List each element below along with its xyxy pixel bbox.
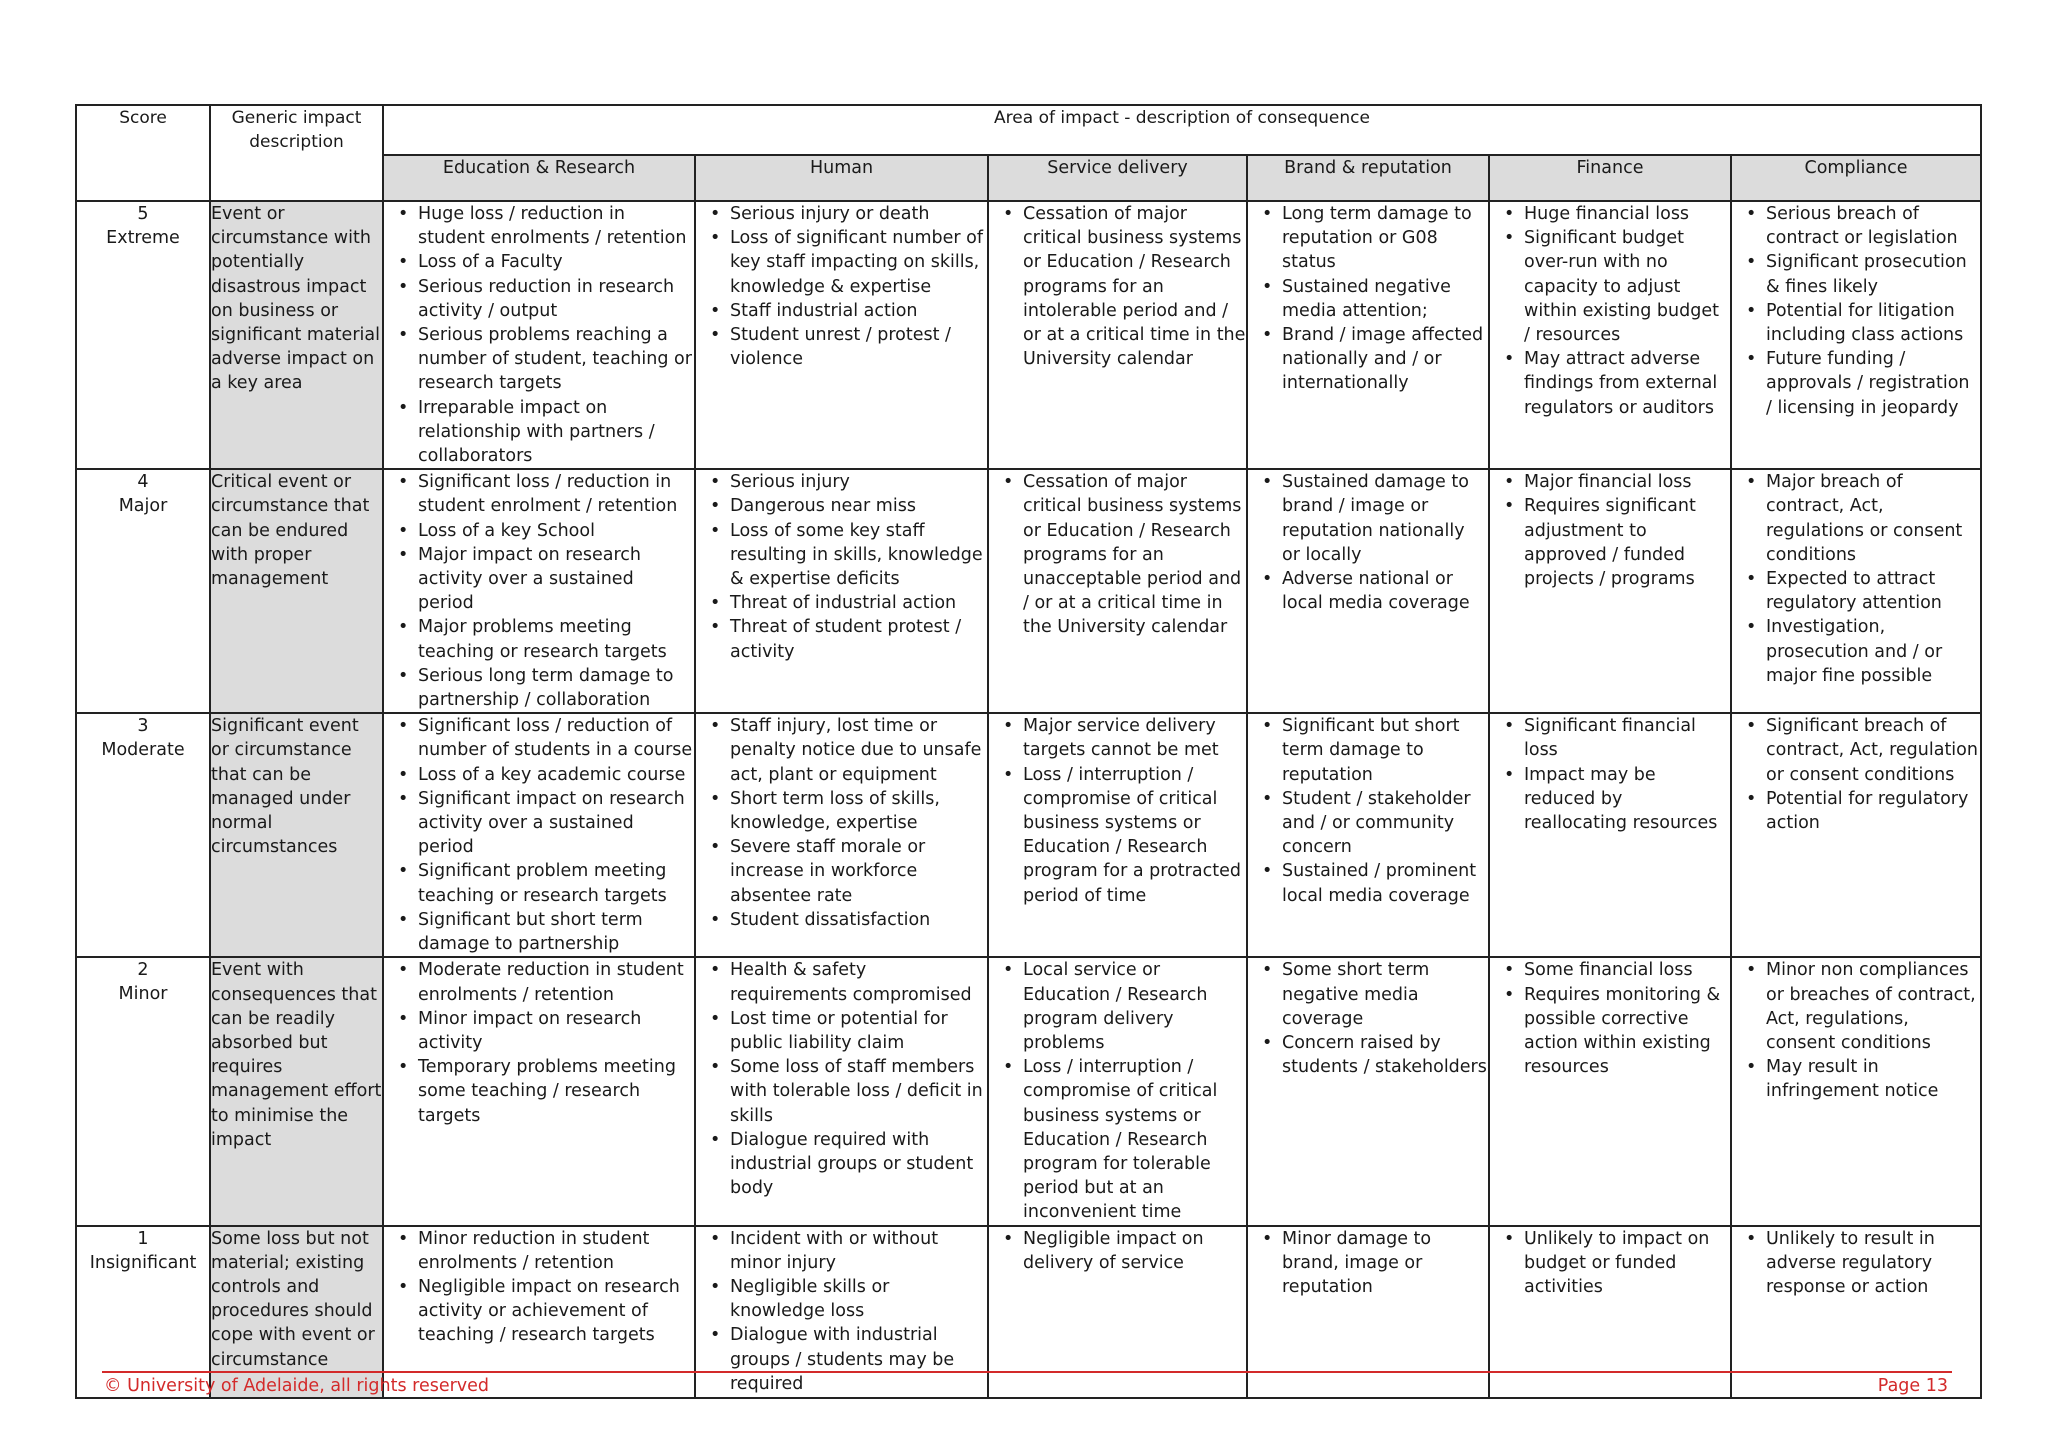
list-item: • Investigation, prosecution and / or major fine possible (1732, 615, 1980, 688)
consequence-cell-education-research (383, 201, 695, 469)
list-item: • Minor damage to brand, image or reputation (1248, 1227, 1488, 1300)
list-item: • Cessation of major critical business systems or Education / Research programs for an intolerable period and / or at a critical time in the University calendar (989, 202, 1246, 371)
list-item: • Major problems meeting teaching or research targets (384, 615, 694, 663)
bullet-list (1248, 470, 1488, 615)
list-item: • Incident with or without minor injury (696, 1227, 987, 1275)
score-number: 5 (137, 204, 149, 224)
score-number: 1 (137, 1228, 149, 1249)
bullet-list (989, 958, 1246, 1224)
bullet-list (1248, 1227, 1488, 1300)
consequence-cell-education-research (383, 957, 695, 1225)
list-item: • Huge loss / reduction in student enrolments / retention (384, 202, 694, 250)
consequence-cell-brand-reputation (1247, 713, 1489, 957)
bullet-list (696, 470, 987, 664)
list-item: • Student dissatisfaction (696, 908, 987, 932)
table-row (76, 201, 1981, 469)
list-item: • Student unrest / protest / violence (696, 323, 987, 371)
generic-impact-header: Generic impact description (210, 105, 383, 201)
bullet-list (1490, 470, 1730, 591)
list-item: • Expected to attract regulatory attention (1732, 567, 1980, 615)
table-row (76, 469, 1981, 713)
consequence-cell-brand-reputation (1247, 957, 1489, 1225)
score-level: Insignificant (89, 1252, 197, 1273)
bullet-list (1248, 202, 1488, 396)
score-cell (76, 201, 210, 469)
bullet-list (989, 470, 1246, 639)
column-header-human: Human (695, 155, 988, 201)
bullet-list (696, 202, 987, 371)
list-item: • Lost time or potential for public liability claim (696, 1007, 987, 1055)
list-item: • Dialogue required with industrial groups or student body (696, 1128, 987, 1201)
list-item: • Dangerous near miss (696, 494, 987, 518)
list-item: • May attract adverse findings from external regulators or auditors (1490, 347, 1730, 420)
list-item: • Serious problems reaching a number of student, teaching or research targets (384, 323, 694, 396)
list-item: • Some financial loss (1490, 958, 1730, 982)
bullet-list (384, 958, 694, 1127)
score-level: Minor (118, 984, 168, 1005)
bullet-list (1248, 958, 1488, 1079)
list-item: • Student / stakeholder and / or community concern (1248, 787, 1488, 860)
list-item: • Loss of a key academic course (384, 763, 694, 787)
list-item: • Unlikely to impact on budget or funded activities (1490, 1227, 1730, 1300)
list-item: • Sustained negative media attention; (1248, 275, 1488, 323)
consequence-cell-finance (1489, 469, 1731, 713)
list-item: • Significant impact on research activity over a sustained period (384, 787, 694, 860)
score-cell (76, 713, 210, 957)
area-of-impact-header: Area of impact - description of consequence (383, 105, 1981, 155)
score-number: 4 (137, 472, 149, 493)
list-item: • Sustained / prominent local media coverage (1248, 859, 1488, 907)
list-item: • Minor reduction in student enrolments / retention (384, 1227, 694, 1275)
consequence-cell-human (695, 469, 988, 713)
column-header-brand-reputation: Brand & reputation (1247, 155, 1489, 201)
list-item: • Significant loss / reduction in student enrolment / retention (384, 470, 694, 518)
list-item: • Moderate reduction in student enrolments / retention (384, 958, 694, 1006)
bullet-list (696, 714, 987, 932)
list-item: • Potential for regulatory action (1732, 787, 1980, 835)
bullet-list (1732, 958, 1980, 1103)
list-item: • Serious injury or death (696, 202, 987, 226)
generic-impact-cell: Some loss but not material; existing controls and procedures should cope with event or circumstance (210, 1226, 383, 1398)
list-item: • Potential for litigation including class actions (1732, 299, 1980, 347)
list-item: • Loss of some key staff resulting in skills, knowledge & expertise deficits (696, 519, 987, 592)
consequence-cell-brand-reputation (1247, 469, 1489, 713)
consequence-cell-compliance (1731, 957, 1981, 1225)
score-cell (76, 469, 210, 713)
list-item: • Staff injury, lost time or penalty notice due to unsafe act, plant or equipment (696, 714, 987, 787)
list-item: • Short term loss of skills, knowledge, expertise (696, 787, 987, 835)
list-item: • Major breach of contract, Act, regulations or consent conditions (1732, 470, 1980, 567)
score-cell (76, 957, 210, 1225)
list-item: • Major service delivery targets cannot be met (989, 714, 1246, 762)
score-header: Score (76, 105, 210, 201)
bullet-list (989, 714, 1246, 908)
list-item: • Cessation of major critical business systems or Education / Research programs for an unacceptable period and / or at a critical time in the University calendar (989, 470, 1246, 639)
list-item: • Loss of significant number of key staff impacting on skills, knowledge & expertise (696, 226, 987, 299)
list-item: • Loss / interruption / compromise of critical business systems or Education / Research program for tolerable period but at an inconvenient time (989, 1055, 1246, 1224)
list-item: • Adverse national or local media coverage (1248, 567, 1488, 615)
list-item: • Significant but short term damage to partnership (384, 908, 694, 956)
consequence-cell-human (695, 957, 988, 1225)
footer-page-number: Page 13 (1877, 1376, 1948, 1396)
consequence-cell-finance (1489, 713, 1731, 957)
list-item: • Threat of student protest / activity (696, 615, 987, 663)
bullet-list (1490, 714, 1730, 835)
list-item: • Huge financial loss (1490, 202, 1730, 226)
list-item: • Negligible skills or knowledge loss (696, 1275, 987, 1323)
consequence-cell-education-research (383, 469, 695, 713)
list-item: • Major financial loss (1490, 470, 1730, 494)
consequence-cell-brand-reputation (1247, 201, 1489, 469)
column-header-service-delivery: Service delivery (988, 155, 1247, 201)
bullet-list (1490, 1227, 1730, 1300)
consequence-cell-service-delivery (988, 469, 1247, 713)
list-item: • Temporary problems meeting some teaching / research targets (384, 1055, 694, 1128)
score-number: 2 (137, 960, 149, 981)
bullet-list (384, 1227, 694, 1348)
list-item: • Significant budget over-run with no capacity to adjust within existing budget / resources (1490, 226, 1730, 347)
column-header-finance: Finance (1489, 155, 1731, 201)
list-item: • Some loss of staff members with tolerable loss / deficit in skills (696, 1055, 987, 1128)
list-item: • Future funding / approvals / registration / licensing in jeopardy (1732, 347, 1980, 420)
list-item: • Significant breach of contract, Act, regulation or consent conditions (1732, 714, 1980, 787)
list-item: • Some short term negative media coverage (1248, 958, 1488, 1031)
score-level: Major (118, 496, 168, 517)
list-item: • Significant financial loss (1490, 714, 1730, 762)
consequence-cell-human (695, 201, 988, 469)
bullet-list (384, 714, 694, 956)
consequence-cell-service-delivery (988, 713, 1247, 957)
bullet-list (1732, 470, 1980, 688)
bullet-list (696, 958, 987, 1200)
list-item: • Requires significant adjustment to approved / funded projects / programs (1490, 494, 1730, 591)
list-item: • Long term damage to reputation or G08 status (1248, 202, 1488, 275)
bullet-list (1732, 714, 1980, 835)
list-item: • Loss of a key School (384, 519, 694, 543)
list-item: • Unlikely to result in adverse regulatory response or action (1732, 1227, 1980, 1300)
list-item: • Severe staff morale or increase in workforce absentee rate (696, 835, 987, 908)
generic-impact-cell: Critical event or circumstance that can be endured with proper management (210, 469, 383, 713)
score-level: Extreme (106, 228, 180, 248)
bullet-list (1490, 202, 1730, 420)
list-item: • Minor non compliances or breaches of contract, Act, regulations, consent conditions (1732, 958, 1980, 1055)
bullet-list (384, 470, 694, 712)
list-item: • Impact may be reduced by reallocating resources (1490, 763, 1730, 836)
list-item: • May result in infringement notice (1732, 1055, 1980, 1103)
list-item: • Negligible impact on delivery of service (989, 1227, 1246, 1275)
score-level: Moderate (101, 740, 185, 761)
list-item: • Minor impact on research activity (384, 1007, 694, 1055)
column-header-compliance: Compliance (1731, 155, 1981, 201)
list-item: • Serious reduction in research activity / output (384, 275, 694, 323)
list-item: • Loss / interruption / compromise of critical business systems or Education / Research program for a protracted period of time (989, 763, 1246, 908)
list-item: • Serious injury (696, 470, 987, 494)
risk-consequence-table (75, 104, 1982, 1399)
table-row (76, 713, 1981, 957)
list-item: • Significant prosecution & fines likely (1732, 250, 1980, 298)
bullet-list (989, 202, 1246, 371)
footer-divider (102, 1371, 1952, 1373)
consequence-cell-compliance (1731, 201, 1981, 469)
bullet-list (989, 1227, 1246, 1275)
list-item: • Health & safety requirements compromised (696, 958, 987, 1006)
score-number: 3 (137, 716, 149, 737)
list-item: • Local service or Education / Research program delivery problems (989, 958, 1246, 1055)
list-item: • Serious breach of contract or legislation (1732, 202, 1980, 250)
bullet-list (1732, 1227, 1980, 1300)
consequence-cell-finance (1489, 201, 1731, 469)
consequence-cell-compliance (1731, 469, 1981, 713)
bullet-list (1490, 958, 1730, 1079)
generic-impact-cell: Event or circumstance with potentially disastrous impact on business or significant material adverse impact on a key area (210, 201, 383, 469)
list-item: • Brand / image affected nationally and / or internationally (1248, 323, 1488, 396)
generic-impact-cell: Event with consequences that can be readily absorbed but requires management effort to minimise the impact (210, 957, 383, 1225)
consequence-cell-compliance (1731, 713, 1981, 957)
list-item: • Negligible impact on research activity or achievement of teaching / research targets (384, 1275, 694, 1348)
consequence-cell-finance (1489, 957, 1731, 1225)
column-header-education-research: Education & Research (383, 155, 695, 201)
list-item: • Sustained damage to brand / image or reputation nationally or locally (1248, 470, 1488, 567)
bullet-list (1732, 202, 1980, 420)
bullet-list (1248, 714, 1488, 908)
list-item: • Loss of a Faculty (384, 250, 694, 274)
list-item: • Irreparable impact on relationship with partners / collaborators (384, 396, 694, 469)
list-item: • Dialogue with industrial groups / students may be required (696, 1323, 987, 1396)
list-item: • Staff industrial action (696, 299, 987, 323)
list-item: • Significant loss / reduction of number of students in a course (384, 714, 694, 762)
table-row (76, 957, 1981, 1225)
footer-copyright: © University of Adelaide, all rights reserved (104, 1376, 490, 1396)
list-item: • Threat of industrial action (696, 591, 987, 615)
list-item: • Significant but short term damage to reputation (1248, 714, 1488, 787)
bullet-list (384, 202, 694, 468)
list-item: • Concern raised by students / stakeholders (1248, 1031, 1488, 1079)
consequence-cell-service-delivery (988, 201, 1247, 469)
list-item: • Serious long term damage to partnership / collaboration (384, 664, 694, 712)
risk-table-body (76, 201, 1981, 1398)
generic-impact-cell: Significant event or circumstance that can be managed under normal circumstances (210, 713, 383, 957)
consequence-cell-human (695, 713, 988, 957)
list-item: • Significant problem meeting teaching or research targets (384, 859, 694, 907)
consequence-cell-service-delivery (988, 957, 1247, 1225)
list-item: • Requires monitoring & possible corrective action within existing resources (1490, 983, 1730, 1080)
consequence-cell-education-research (383, 713, 695, 957)
list-item: • Major impact on research activity over a sustained period (384, 543, 694, 616)
